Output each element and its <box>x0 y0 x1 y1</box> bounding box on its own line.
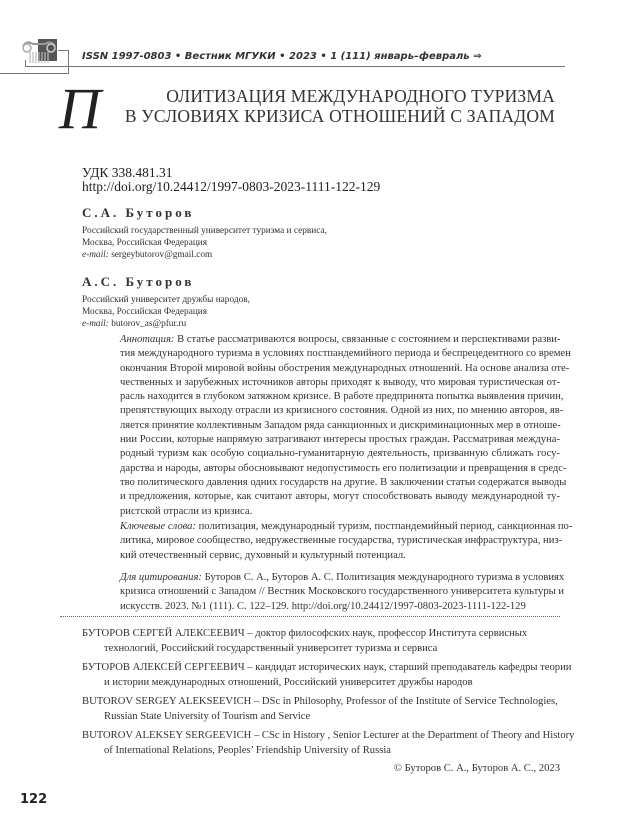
author-bio-line: БУТОРОВ СЕРГЕЙ АЛЕКСЕЕВИЧ – доктор философских наук, профессор Института сервисных <box>82 628 528 639</box>
abstract-text: дарства и народы, авторы обосновывают недопустимость его политизации и превращения в средс- <box>120 462 567 474</box>
citation-line <box>120 600 560 614</box>
udk-doi <box>82 166 380 194</box>
keywords-text: политизация, международный туризм, постпандемийный период, санкционная по- <box>198 521 573 532</box>
abstract-line <box>120 419 560 433</box>
abstract-label: Аннотация: <box>120 334 175 345</box>
article-title <box>58 76 555 141</box>
abstract-line <box>120 333 560 347</box>
email-address[interactable]: sergeybutorov@gmail.com <box>111 250 213 260</box>
abstract-line <box>120 462 567 476</box>
email-address[interactable]: butorov_as@pfur.ru <box>111 319 187 329</box>
abstract-text: окончания Второй мировой войны обострения международных отношений. На основе анализа оте- <box>120 362 570 374</box>
author-bio-line: Russian State University of Tourism and Service <box>104 711 311 722</box>
copyright: © Буторов С. А., Буторов А. С., 2023 <box>393 763 560 774</box>
abstract-line <box>120 505 560 519</box>
author-affiliation <box>82 225 327 261</box>
author-name: А.С. Буторов <box>82 274 195 289</box>
email-label: e-mail: <box>82 250 109 260</box>
title-initial: П <box>58 76 101 141</box>
author-name: С.А. Буторов <box>82 205 195 220</box>
abstract-text: расль находится в глубоком затяжном кризисе. В работе предпринята попытка выявления причин, <box>120 391 564 403</box>
abstract-line <box>120 447 560 461</box>
abstract-text: родный туризм как особую социально-гуманитарную деятельность, призванную сближать госу- <box>120 448 560 460</box>
doi-link[interactable]: http://doi.org/10.24412/1997-0803-2023-1111-122-129 <box>82 179 381 194</box>
author-bio-entry <box>82 660 572 690</box>
citation-text: искусств. 2023. №1 (111). С. 122–129. http://doi.org/10.24412/1997-0803-2023-1111-122-129 <box>120 600 526 612</box>
logo-frame-top <box>58 50 68 51</box>
column-capital-logo-icon <box>20 38 60 64</box>
author-affiliation <box>82 294 250 330</box>
abstract-line <box>120 362 570 376</box>
keywords-text: литика, мировое сообщество, недружественные государства, туристическая инфраструктура, низ- <box>120 535 563 547</box>
abstract-text: ляется принятие коллективным Западом ряда санкционных и дискриминационных мер в отноше- <box>120 419 561 431</box>
abstract-text: В статье рассматриваются вопросы, связанные с состоянием и перспективами разви- <box>177 334 561 345</box>
abstract-line <box>120 433 560 447</box>
author-bio-line: технологий, Российский государственный университет туризма и сервиса <box>104 643 438 654</box>
abstract-text: тво политического давления одних государств на другие. В заключении статьи содержатся выводы <box>120 476 567 488</box>
title-line-2: В УСЛОВИЯХ КРИЗИСА ОТНОШЕНИЙ С ЗАПАДОМ <box>124 106 555 126</box>
abstract-line <box>120 376 560 390</box>
keywords-line <box>120 520 573 534</box>
section-divider <box>60 616 560 617</box>
abstract-line <box>120 404 564 418</box>
keywords-label: Ключевые слова: <box>120 521 196 532</box>
abstract <box>120 333 571 519</box>
email-label: e-mail: <box>82 319 109 329</box>
keywords-text: кий отечественный сервис, духовный и культурный потенциал. <box>120 549 406 561</box>
abstract-text: препятствующих выходу отрасли из кризисного состояния. Одной из них, по мнению авторов, яв- <box>120 405 564 417</box>
abstract-text: тия международного туризма в условиях постпандемийного периода и беспрецедентного со времен <box>120 348 571 360</box>
author-bio-line: BUTOROV SERGEY ALEKSEEVICH – DSc in Philosophy, Professor of the Institute of Service Technologies, <box>82 696 558 707</box>
keywords <box>120 520 573 563</box>
abstract-line <box>120 347 571 361</box>
author-bio-entry <box>82 728 575 758</box>
keywords-line <box>120 534 563 548</box>
logo-frame-left <box>25 60 26 66</box>
citation <box>120 571 565 614</box>
author-bio-line: of International Relations, Peoples’ Friendship University of Russia <box>104 745 391 756</box>
affiliation-org: Российский государственный университет туризма и сервиса, <box>82 226 327 236</box>
author-bio-line: БУТОРОВ АЛЕКСЕЙ СЕРГЕЕВИЧ – кандидат исторических наук, старший преподаватель кафедры теории <box>82 662 572 673</box>
logo-frame-right <box>68 50 69 74</box>
author-bios <box>82 626 575 762</box>
abstract-line <box>120 390 564 404</box>
author-email <box>82 249 327 261</box>
citation-line <box>120 571 565 585</box>
citation-line <box>120 585 565 599</box>
author-email <box>82 318 250 330</box>
logo-frame-bottom <box>25 66 68 67</box>
affiliation-city: Москва, Российская Федерация <box>82 238 208 248</box>
running-head: ISSN 1997-0803 • Вестник МГУКИ • 2023 • 1 (111) январь–февраль ⇒ <box>82 51 482 62</box>
header-rule <box>68 66 565 67</box>
author-bio-entry <box>82 626 560 656</box>
abstract-text: нии России, которые напрямую затрагивают интересы простых граждан. Рассматривая междуна- <box>120 434 560 446</box>
author-bio-line: и истории международных отношений, Российский университет дружбы народов <box>104 677 473 688</box>
left-margin-rule <box>0 73 68 74</box>
abstract-text: чественных и зарубежных источников авторы приходят к выводу, что мировая туристическая от- <box>120 376 560 388</box>
abstract-text: ристской отрасли из кризиса. <box>120 505 253 517</box>
author-bio-line: BUTOROV ALEKSEY SERGEEVICH – CSc in History , Senior Lecturer at the Department of Theory and History <box>82 730 575 741</box>
abstract-line <box>120 476 567 490</box>
abstract-text: и предложения, которые, как считают авторы, могут способствовать выводу международной ту- <box>120 491 560 503</box>
affiliation-org: Российский университет дружбы народов, <box>82 295 250 305</box>
title-line-1: ОЛИТИЗАЦИЯ МЕЖДУНАРОДНОГО ТУРИЗМА <box>166 86 555 106</box>
abstract-line <box>120 490 560 504</box>
citation-text: кризиса отношений с Западом // Вестник Московского государственного университета культуры и <box>120 586 565 598</box>
keywords-line <box>120 549 560 563</box>
page-number: 122 <box>20 792 48 807</box>
author-bio-entry <box>82 694 560 724</box>
affiliation-city: Москва, Российская Федерация <box>82 307 208 317</box>
udk-code: УДК 338.481.31 <box>82 165 173 180</box>
citation-label: Для цитирования: <box>120 572 202 583</box>
journal-logo <box>20 38 60 64</box>
citation-text: Буторов С. А., Буторов А. С. Политизация международного туризма в условиях <box>204 572 565 583</box>
